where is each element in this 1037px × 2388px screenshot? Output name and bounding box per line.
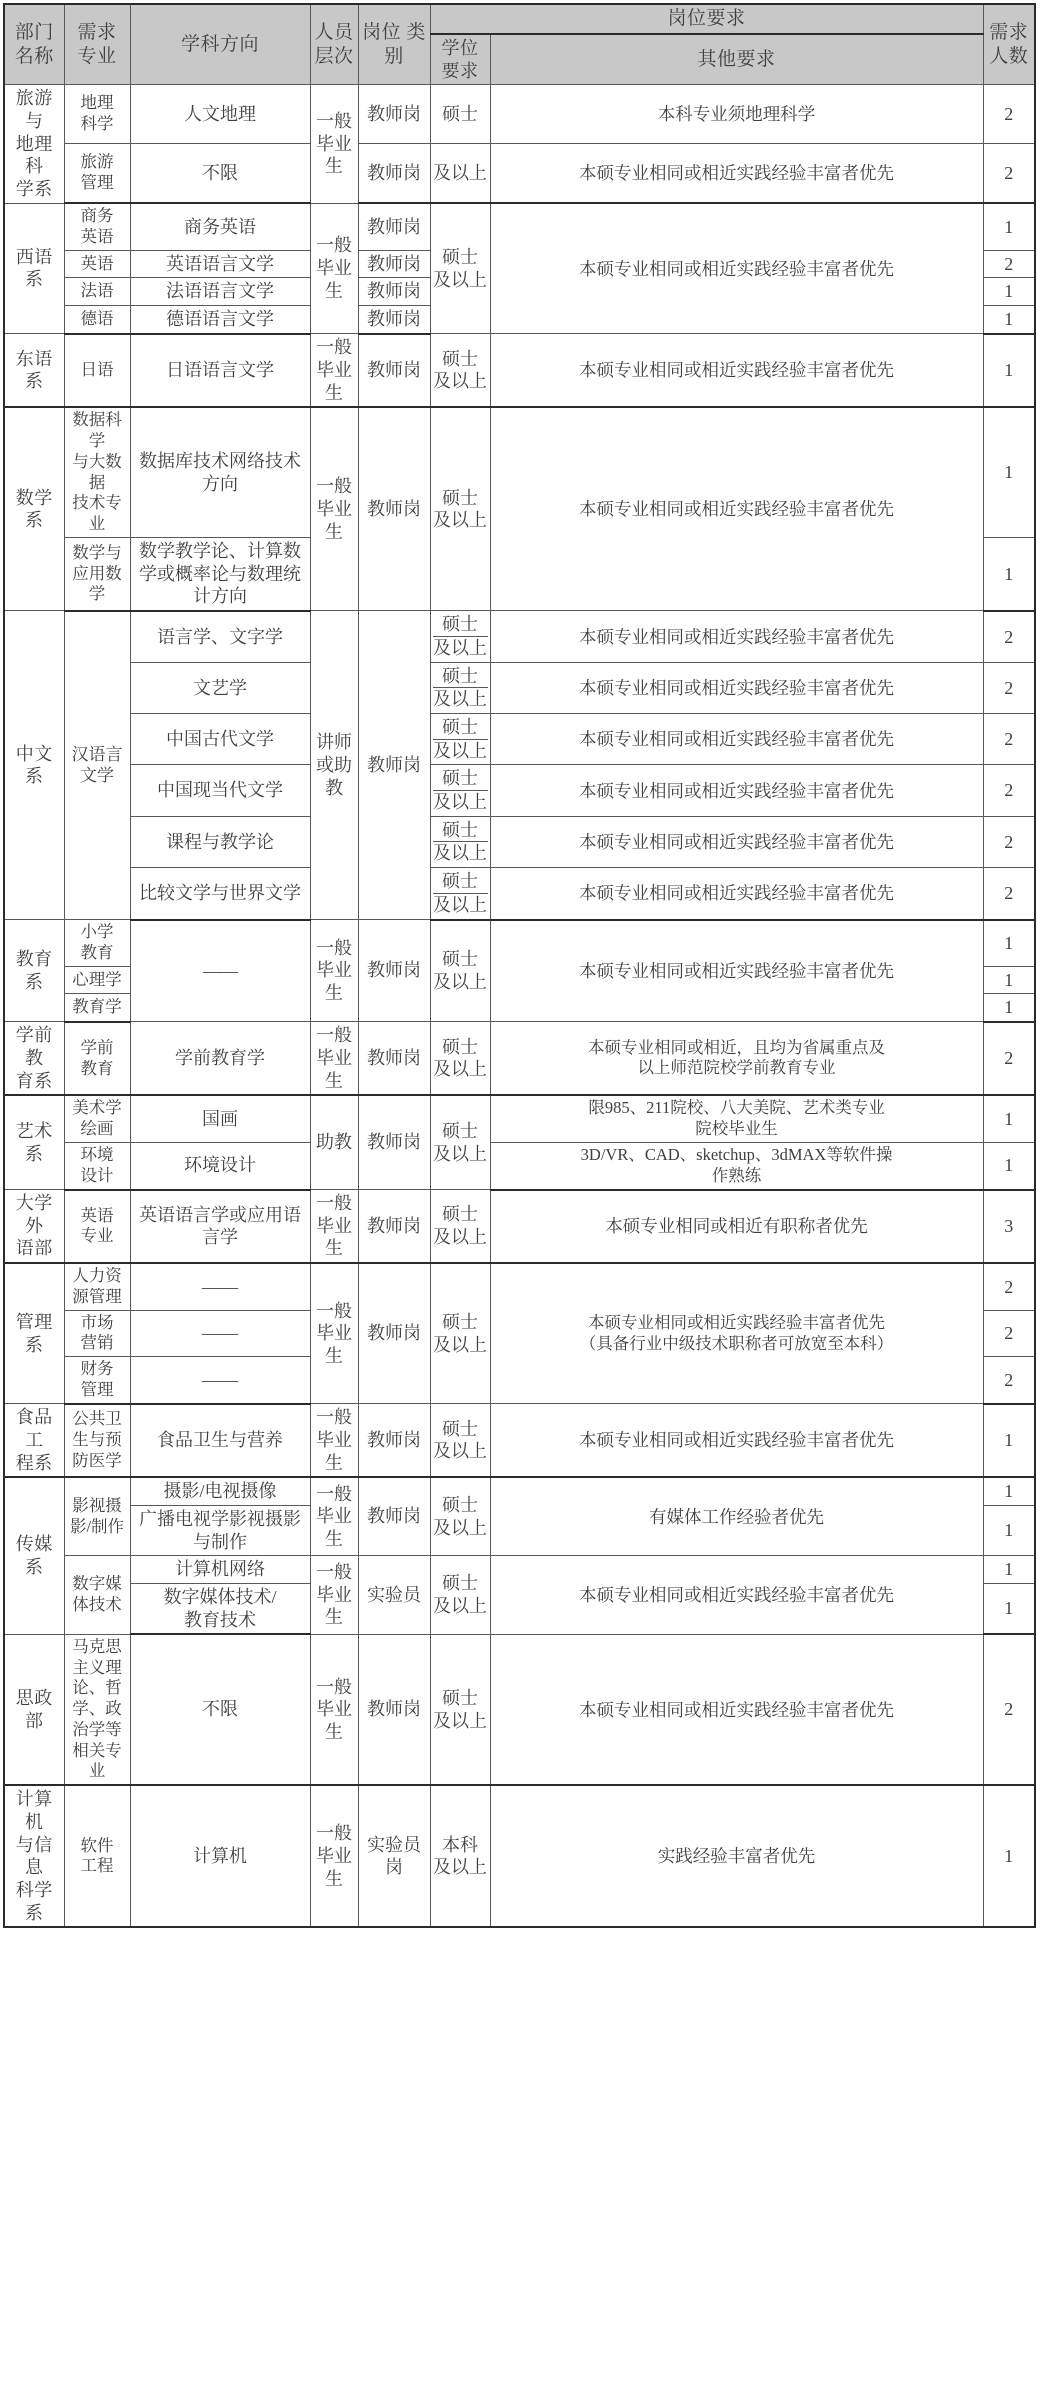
cell-degree-top: 硕士 (433, 767, 488, 791)
cell-direction: 英语语言学或应用语 言学 (130, 1190, 310, 1264)
cell-major: 学前 教育 (64, 1022, 130, 1096)
cell-degree-top: 硕士 (433, 819, 488, 843)
table-row (4, 85, 1035, 144)
cell-other-requirements: 本硕专业相同或相近实践经验丰富者优先 (490, 868, 983, 920)
cell-level: 一般 毕业 生 (310, 1190, 358, 1264)
cell-category: 教师岗 (358, 1404, 430, 1478)
table-row (4, 611, 1035, 662)
table-row (4, 144, 1035, 204)
cell-major: 英语 专业 (64, 1190, 130, 1264)
cell-degree (430, 714, 490, 765)
cell-other-requirements: 本硕专业相同或相近实践经验丰富者优先 (490, 1634, 983, 1785)
cell-other-requirements: 本硕专业相同或相近有职称者优先 (490, 1190, 983, 1264)
table-row (4, 1190, 1035, 1264)
cell-degree: 及以上 (430, 144, 490, 204)
cell-direction: —— (130, 1263, 310, 1310)
cell-other-requirements: 限985、211院校、八大美院、艺术类专业 院校毕业生 (490, 1095, 983, 1142)
cell-direction: —— (130, 920, 310, 1022)
table-row (4, 920, 1035, 967)
cell-dept: 中文系 (4, 611, 64, 920)
cell-degree-bottom: 及以上 (433, 894, 487, 915)
cell-level: 讲师 或助 教 (310, 611, 358, 920)
cell-major: 日语 (64, 334, 130, 408)
cell-major: 数字媒 体技术 (64, 1556, 130, 1635)
cell-dept: 学前教 育系 (4, 1022, 64, 1096)
col-header-major: 需求 专业 (64, 4, 130, 85)
table-row (4, 1404, 1035, 1478)
cell-category: 教师岗 (358, 1477, 430, 1556)
cell-category: 教师岗 (358, 203, 430, 250)
cell-other-requirements: 本硕专业相同或相近实践经验丰富者优先 (490, 407, 983, 611)
cell-count: 2 (983, 816, 1035, 867)
cell-dept: 食品工 程系 (4, 1404, 64, 1478)
table-row (4, 1095, 1035, 1142)
cell-direction: 国画 (130, 1095, 310, 1142)
cell-count: 2 (983, 662, 1035, 713)
cell-direction: 不限 (130, 144, 310, 204)
cell-direction: 环境设计 (130, 1142, 310, 1189)
cell-degree (430, 765, 490, 816)
cell-count: 1 (983, 537, 1035, 611)
table-row (4, 1477, 1035, 1505)
cell-count: 1 (983, 1505, 1035, 1555)
cell-level: 一般 毕业 生 (310, 1022, 358, 1096)
cell-other-requirements: 本硕专业相同或相近实践经验丰富者优先 (490, 765, 983, 816)
cell-degree: 本科 及以上 (430, 1785, 490, 1927)
cell-major: 财务 管理 (64, 1357, 130, 1404)
table-row (4, 1263, 1035, 1310)
cell-major: 美术学 绘画 (64, 1095, 130, 1142)
cell-degree-top: 硕士 (433, 665, 488, 689)
cell-degree: 硕士 及以上 (430, 1263, 490, 1404)
cell-category: 教师岗 (358, 611, 430, 920)
cell-dept: 传媒系 (4, 1477, 64, 1634)
cell-other-requirements: 本硕专业相同或相近实践经验丰富者优先 （具备行业中级技术职称者可放宽至本科） (490, 1263, 983, 1404)
cell-category: 教师岗 (358, 1263, 430, 1404)
cell-level: 一般 毕业 生 (310, 920, 358, 1022)
cell-degree: 硕士 及以上 (430, 1634, 490, 1785)
cell-category: 教师岗 (358, 250, 430, 278)
cell-direction: 计算机网络 (130, 1556, 310, 1584)
cell-major: 心理学 (64, 966, 130, 994)
cell-category: 教师岗 (358, 85, 430, 144)
cell-major: 地理 科学 (64, 85, 130, 144)
cell-degree: 硕士 及以上 (430, 1190, 490, 1264)
cell-major: 小学 教育 (64, 920, 130, 967)
cell-direction: 中国现当代文学 (130, 765, 310, 816)
col-header-level: 人员 层次 (310, 4, 358, 85)
cell-major: 德语 (64, 306, 130, 334)
cell-direction: 计算机 (130, 1785, 310, 1927)
cell-level: 一般 毕业 生 (310, 1404, 358, 1478)
col-header-degree: 学位要求 (430, 34, 490, 85)
cell-count: 1 (983, 994, 1035, 1022)
cell-other-requirements: 本硕专业相同或相近实践经验丰富者优先 (490, 1556, 983, 1635)
cell-direction: 食品卫生与营养 (130, 1404, 310, 1478)
table-header (4, 4, 1035, 85)
cell-other-requirements: 本硕专业相同或相近实践经验丰富者优先 (490, 334, 983, 408)
cell-count: 2 (983, 250, 1035, 278)
cell-category: 教师岗 (358, 1022, 430, 1096)
cell-category: 实验员 (358, 1556, 430, 1635)
cell-direction: 英语语言文学 (130, 250, 310, 278)
cell-major: 数学与 应用数 学 (64, 537, 130, 611)
cell-direction: 不限 (130, 1634, 310, 1785)
cell-dept: 艺术系 (4, 1095, 64, 1189)
cell-degree: 硕士 及以上 (430, 1022, 490, 1096)
cell-dept: 计算机 与信息 科学系 (4, 1785, 64, 1927)
cell-major: 公共卫 生与预 防医学 (64, 1404, 130, 1478)
cell-other-requirements: 本科专业须地理科学 (490, 85, 983, 144)
cell-dept: 大学外 语部 (4, 1190, 64, 1264)
table-row (4, 868, 1035, 920)
cell-other-requirements: 本硕专业相同或相近实践经验丰富者优先 (490, 1404, 983, 1478)
table-row (4, 334, 1035, 408)
cell-count: 2 (983, 1022, 1035, 1096)
cell-degree: 硕士 及以上 (430, 407, 490, 611)
cell-category: 教师岗 (358, 306, 430, 334)
cell-major: 市场 营销 (64, 1310, 130, 1357)
cell-category: 教师岗 (358, 144, 430, 204)
table-row (4, 1142, 1035, 1189)
cell-dept: 东语系 (4, 334, 64, 408)
cell-count: 1 (983, 278, 1035, 306)
recruitment-table-sheet (0, 3, 1037, 1928)
cell-dept: 教育系 (4, 920, 64, 1022)
cell-other-requirements: 本硕专业相同或相近实践经验丰富者优先 (490, 144, 983, 204)
cell-other-requirements: 有媒体工作经验者优先 (490, 1477, 983, 1556)
col-header-direction: 学科方向 (130, 4, 310, 85)
cell-level: 一般 毕业 生 (310, 1785, 358, 1927)
cell-degree: 硕士 及以上 (430, 1404, 490, 1478)
cell-degree (430, 868, 490, 920)
cell-direction: 课程与教学论 (130, 816, 310, 867)
cell-level: 一般 毕业 生 (310, 334, 358, 408)
cell-count: 1 (983, 306, 1035, 334)
table-row (4, 765, 1035, 816)
col-header-other: 其他要求 (490, 34, 983, 85)
cell-degree-top: 硕士 (433, 613, 488, 637)
cell-direction: 商务英语 (130, 203, 310, 250)
cell-count: 1 (983, 334, 1035, 408)
cell-count: 1 (983, 1142, 1035, 1189)
cell-level: 一般 毕业 生 (310, 1634, 358, 1785)
cell-major: 影视摄 影/制作 (64, 1477, 130, 1556)
cell-direction: 广播电视学影视摄影 与制作 (130, 1505, 310, 1555)
cell-other-requirements: 本硕专业相同或相近实践经验丰富者优先 (490, 203, 983, 334)
cell-direction: —— (130, 1310, 310, 1357)
table-row (4, 1022, 1035, 1096)
table-row (4, 816, 1035, 867)
cell-other-requirements: 本硕专业相同或相近实践经验丰富者优先 (490, 920, 983, 1022)
cell-major: 旅游 管理 (64, 144, 130, 204)
cell-degree (430, 611, 490, 662)
recruitment-table (3, 3, 1036, 1928)
cell-count: 1 (983, 1404, 1035, 1478)
col-header-category: 岗位 类别 (358, 4, 430, 85)
cell-major: 商务 英语 (64, 203, 130, 250)
cell-count: 1 (983, 920, 1035, 967)
cell-count: 2 (983, 868, 1035, 920)
cell-major: 环境 设计 (64, 1142, 130, 1189)
cell-degree: 硕士 及以上 (430, 203, 490, 334)
cell-direction: 日语语言文学 (130, 334, 310, 408)
cell-count: 1 (983, 1583, 1035, 1634)
cell-major: 英语 (64, 250, 130, 278)
cell-count: 1 (983, 407, 1035, 537)
cell-count: 2 (983, 1634, 1035, 1785)
cell-major: 软件 工程 (64, 1785, 130, 1927)
cell-dept: 旅游与 地理科 学系 (4, 85, 64, 203)
cell-count: 2 (983, 1263, 1035, 1310)
table-row (4, 1556, 1035, 1584)
cell-category: 教师岗 (358, 1634, 430, 1785)
cell-degree-bottom: 及以上 (433, 792, 487, 813)
cell-degree-top: 硕士 (433, 716, 488, 740)
cell-direction: 中国古代文学 (130, 714, 310, 765)
cell-degree: 硕士 (430, 85, 490, 144)
cell-major: 马克思 主义理 论、哲 学、政 治学等 相关专 业 (64, 1634, 130, 1785)
cell-count: 1 (983, 1556, 1035, 1584)
table-row (4, 714, 1035, 765)
cell-degree: 硕士 及以上 (430, 1095, 490, 1189)
cell-degree-top: 硕士 (433, 870, 488, 894)
table-row (4, 1785, 1035, 1927)
table-row (4, 407, 1035, 537)
cell-dept: 西语系 (4, 203, 64, 334)
cell-degree: 硕士 及以上 (430, 1556, 490, 1635)
cell-direction: 德语语言文学 (130, 306, 310, 334)
cell-count: 2 (983, 144, 1035, 204)
cell-dept: 数学系 (4, 407, 64, 611)
cell-category: 教师岗 (358, 407, 430, 611)
cell-degree-bottom: 及以上 (433, 740, 487, 761)
cell-direction: 语言学、文字学 (130, 611, 310, 662)
table-body (4, 85, 1035, 1928)
cell-direction: 人文地理 (130, 85, 310, 144)
cell-major: 数据科学 与大数据 技术专业 (64, 407, 130, 537)
cell-count: 2 (983, 611, 1035, 662)
table-row (4, 203, 1035, 250)
cell-direction: 文艺学 (130, 662, 310, 713)
cell-level: 一般 毕业 生 (310, 407, 358, 611)
cell-level: 一般 毕业 生 (310, 203, 358, 334)
cell-level: 助教 (310, 1095, 358, 1189)
cell-degree: 硕士 及以上 (430, 334, 490, 408)
cell-other-requirements: 实践经验丰富者优先 (490, 1785, 983, 1927)
cell-level: 一般 毕业 生 (310, 1477, 358, 1556)
cell-other-requirements: 本硕专业相同或相近，且均为省属重点及 以上师范院校学前教育专业 (490, 1022, 983, 1096)
cell-count: 1 (983, 1477, 1035, 1505)
cell-degree (430, 662, 490, 713)
cell-other-requirements: 本硕专业相同或相近实践经验丰富者优先 (490, 662, 983, 713)
cell-direction: —— (130, 1357, 310, 1404)
cell-other-requirements: 本硕专业相同或相近实践经验丰富者优先 (490, 714, 983, 765)
cell-other-requirements: 3D/VR、CAD、sketchup、3dMAX等软件操 作熟练 (490, 1142, 983, 1189)
cell-level: 一般 毕业 生 (310, 85, 358, 203)
cell-count: 1 (983, 203, 1035, 250)
cell-count: 2 (983, 85, 1035, 144)
cell-dept: 管理系 (4, 1263, 64, 1404)
cell-degree-bottom: 及以上 (433, 638, 487, 659)
cell-dept: 思政部 (4, 1634, 64, 1785)
cell-direction: 数学教学论、计算数 学或概率论与数理统 计方向 (130, 537, 310, 611)
col-header-count: 需求 人数 (983, 4, 1035, 85)
cell-direction: 数字媒体技术/ 教育技术 (130, 1583, 310, 1634)
cell-level: 一般 毕业 生 (310, 1263, 358, 1404)
cell-degree: 硕士 及以上 (430, 1477, 490, 1556)
cell-count: 2 (983, 1310, 1035, 1357)
cell-count: 2 (983, 714, 1035, 765)
cell-major: 汉语言 文学 (64, 611, 130, 920)
cell-degree-bottom: 及以上 (433, 689, 487, 710)
cell-count: 2 (983, 1357, 1035, 1404)
table-row (4, 662, 1035, 713)
cell-category: 教师岗 (358, 334, 430, 408)
cell-count: 1 (983, 1785, 1035, 1927)
cell-degree (430, 816, 490, 867)
cell-category: 教师岗 (358, 278, 430, 306)
cell-direction: 数据库技术网络技术 方向 (130, 407, 310, 537)
cell-major: 教育学 (64, 994, 130, 1022)
cell-category: 实验员岗 (358, 1785, 430, 1927)
cell-other-requirements: 本硕专业相同或相近实践经验丰富者优先 (490, 816, 983, 867)
cell-degree-bottom: 及以上 (433, 843, 487, 864)
cell-direction: 法语语言文学 (130, 278, 310, 306)
cell-count: 2 (983, 765, 1035, 816)
cell-direction: 学前教育学 (130, 1022, 310, 1096)
cell-count: 3 (983, 1190, 1035, 1264)
cell-count: 1 (983, 1095, 1035, 1142)
cell-count: 1 (983, 966, 1035, 994)
cell-direction: 比较文学与世界文学 (130, 868, 310, 920)
cell-direction: 摄影/电视摄像 (130, 1477, 310, 1505)
cell-major: 人力资 源管理 (64, 1263, 130, 1310)
table-row (4, 1634, 1035, 1785)
cell-level: 一般 毕业 生 (310, 1556, 358, 1635)
cell-category: 教师岗 (358, 920, 430, 1022)
cell-category: 教师岗 (358, 1190, 430, 1264)
col-header-dept: 部门 名称 (4, 4, 64, 85)
cell-major: 法语 (64, 278, 130, 306)
cell-category: 教师岗 (358, 1095, 430, 1189)
cell-other-requirements: 本硕专业相同或相近实践经验丰富者优先 (490, 611, 983, 662)
cell-degree: 硕士 及以上 (430, 920, 490, 1022)
col-header-requirements-group: 岗位要求 (430, 4, 983, 34)
